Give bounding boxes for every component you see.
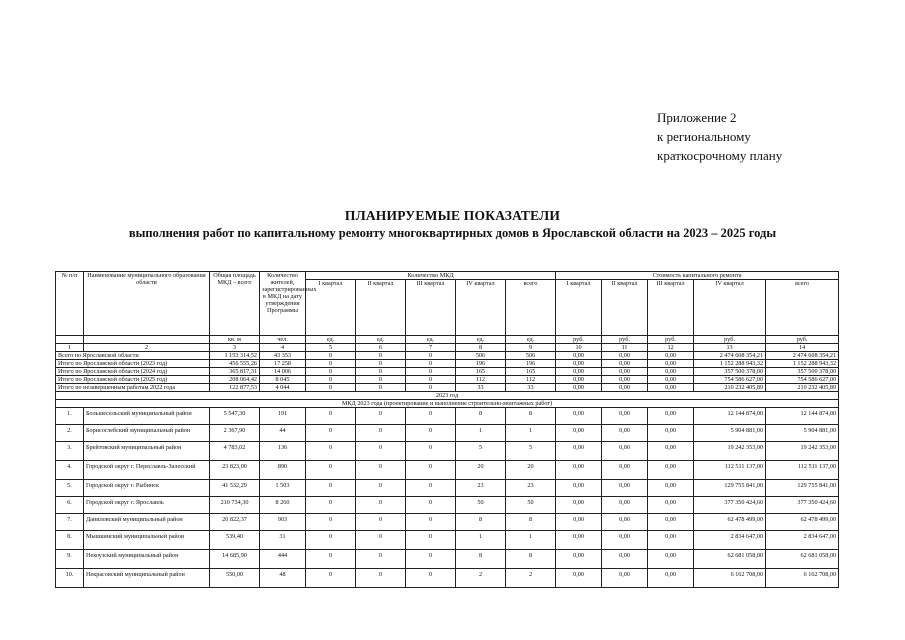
units-cell: ед. [456, 336, 506, 344]
units-cell-empty-1 [56, 336, 84, 344]
section-year: 2023 год [56, 392, 839, 400]
summary-cell: 0,00 [602, 376, 648, 384]
summary-cell: 0,00 [648, 352, 694, 360]
row-cell: 0 [406, 461, 456, 480]
row-cell: 0 [306, 497, 356, 514]
summary-cell: 0 [306, 352, 356, 360]
summary-cell: 0 [356, 368, 406, 376]
row-cell: 50 [506, 497, 556, 514]
summary-cell: 0,00 [556, 360, 602, 368]
row-cell: 0 [406, 514, 456, 531]
row-cell: 0 [356, 425, 406, 442]
summary-cell: 112 [456, 376, 506, 384]
row-cell: 8 [456, 550, 506, 569]
summary-cell: 1 153 314,52 [210, 352, 260, 360]
col-number: 10 [556, 344, 602, 352]
summary-cell: 506 [456, 352, 506, 360]
col-number: 7 [406, 344, 456, 352]
row-cell: 0 [306, 514, 356, 531]
municipality-name: Борисоглебский муниципальный район [84, 425, 210, 442]
table-row [56, 461, 839, 480]
summary-cell: 43 353 [260, 352, 306, 360]
units-cell: руб. [694, 336, 766, 344]
row-cell: 14 685,90 [210, 550, 260, 569]
summary-cell: 754 586 627,00 [766, 376, 839, 384]
municipality-name: Большесельский муниципальный район [84, 408, 210, 425]
col-number: 13 [694, 344, 766, 352]
summary-cell: 165 [456, 368, 506, 376]
header-count-total: всего [506, 280, 556, 336]
row-cell: 377 350 424,60 [694, 497, 766, 514]
summary-cell: 0 [406, 352, 456, 360]
row-cell: 1 [506, 531, 556, 550]
summary-cell: 754 586 627,00 [694, 376, 766, 384]
summary-cell: 0 [306, 384, 356, 392]
header-area: Общая площадь МКД – всего [210, 272, 260, 336]
row-cell: 0 [356, 531, 406, 550]
units-cell: руб. [602, 336, 648, 344]
row-cell: 0,00 [602, 569, 648, 588]
col-number: 1 [56, 344, 84, 352]
row-cell: 1 [456, 425, 506, 442]
summary-cell: 0 [406, 360, 456, 368]
summary-cell: 196 [506, 360, 556, 368]
col-number: 5 [306, 344, 356, 352]
summary-label: Итого по Ярославской области (2023 год) [56, 360, 210, 368]
row-cell: 0,00 [602, 514, 648, 531]
table-row [56, 514, 839, 531]
row-cell: 44 [260, 425, 306, 442]
row-cell: 2 834 647,00 [694, 531, 766, 550]
row-cell: 0,00 [648, 480, 694, 497]
row-cell: 0 [406, 425, 456, 442]
row-cell: 0,00 [602, 497, 648, 514]
row-cell: 0,00 [602, 425, 648, 442]
row-cell: 2 367,90 [210, 425, 260, 442]
row-number: 3. [56, 442, 84, 461]
units-cell: чел. [260, 336, 306, 344]
summary-row [56, 360, 839, 368]
row-cell: 5 904 881,00 [766, 425, 839, 442]
row-cell: 8 260 [260, 497, 306, 514]
row-cell: 0,00 [556, 425, 602, 442]
row-cell: 0 [306, 550, 356, 569]
row-cell: 0,00 [648, 569, 694, 588]
row-cell: 0 [406, 497, 456, 514]
row-cell: 48 [260, 569, 306, 588]
row-cell: 0,00 [602, 480, 648, 497]
summary-cell: 33 [456, 384, 506, 392]
row-cell: 0,00 [648, 425, 694, 442]
table-row [56, 497, 839, 514]
header-name: Наименование муниципального образования области [84, 272, 210, 336]
row-cell: 6 162 708,00 [694, 569, 766, 588]
summary-cell: 0 [306, 376, 356, 384]
summary-cell: 0,00 [648, 376, 694, 384]
page-subtitle: выполнения работ по капитальному ремонту многоквартирных домов в Ярославской области на 2023 – 2025 годы [128, 226, 777, 240]
summary-cell: 112 [506, 376, 556, 384]
summary-cell: 0,00 [556, 384, 602, 392]
section-year-row [56, 392, 839, 400]
row-cell: 1 503 [260, 480, 306, 497]
summary-cell: 0 [356, 360, 406, 368]
summary-cell: 0 [306, 360, 356, 368]
row-cell: 0 [356, 408, 406, 425]
summary-cell: 0 [356, 384, 406, 392]
row-cell: 19 242 353,00 [766, 442, 839, 461]
header-count-q4: IV квартал [456, 280, 506, 336]
row-cell: 890 [260, 461, 306, 480]
row-cell: 0,00 [648, 531, 694, 550]
row-cell: 0,00 [602, 550, 648, 569]
row-number: 7. [56, 514, 84, 531]
summary-cell: 357 500 378,00 [694, 368, 766, 376]
summary-cell: 0,00 [556, 368, 602, 376]
row-cell: 23 [456, 480, 506, 497]
row-cell: 0 [306, 442, 356, 461]
row-cell: 0 [406, 408, 456, 425]
row-cell: 0,00 [648, 442, 694, 461]
summary-cell: 0 [356, 352, 406, 360]
row-cell: 62 478 499,00 [766, 514, 839, 531]
section-subtitle-row [56, 400, 839, 408]
units-cell: руб. [766, 336, 839, 344]
row-cell: 8 [506, 408, 556, 425]
summary-row [56, 368, 839, 376]
row-cell: 20 822,37 [210, 514, 260, 531]
row-cell: 0 [306, 531, 356, 550]
summary-cell: 0,00 [648, 360, 694, 368]
col-number: 8 [456, 344, 506, 352]
row-cell: 31 [260, 531, 306, 550]
col-number: 11 [602, 344, 648, 352]
summary-label: Всего по Ярославской области [56, 352, 210, 360]
row-cell: 0 [306, 461, 356, 480]
row-cell: 20 [456, 461, 506, 480]
row-cell: 0 [406, 550, 456, 569]
row-number: 8. [56, 531, 84, 550]
col-number: 6 [356, 344, 406, 352]
row-cell: 41 532,29 [210, 480, 260, 497]
units-row [56, 336, 839, 344]
row-cell: 0,00 [556, 497, 602, 514]
summary-cell: 0,00 [602, 360, 648, 368]
appendix-line-3: краткосрочному плану [657, 148, 783, 163]
row-cell: 191 [260, 408, 306, 425]
row-cell: 0,00 [556, 550, 602, 569]
appendix-line-1: Приложение 2 [657, 110, 737, 125]
units-cell: ед. [356, 336, 406, 344]
row-cell: 6 162 708,00 [766, 569, 839, 588]
header-count-q3: III квартал [406, 280, 456, 336]
row-cell: 8 [506, 514, 556, 531]
row-cell: 4 783,02 [210, 442, 260, 461]
table-row [56, 425, 839, 442]
row-cell: 0 [356, 497, 406, 514]
summary-label: Итого по Ярославской области (2024 год) [56, 368, 210, 376]
row-cell: 0 [406, 531, 456, 550]
row-cell: 0,00 [602, 442, 648, 461]
summary-cell: 2 474 608 354,21 [694, 352, 766, 360]
table-row [56, 569, 839, 588]
summary-cell: 2 474 608 354,21 [766, 352, 839, 360]
row-cell: 0 [356, 442, 406, 461]
summary-cell: 0 [406, 384, 456, 392]
municipality-name: Даниловский муниципальный район [84, 514, 210, 531]
row-cell: 50 [456, 497, 506, 514]
row-cell: 136 [260, 442, 306, 461]
appendix-note [657, 108, 782, 165]
table-row [56, 550, 839, 569]
municipality-name: Городской округ г. Переславль-Залесский [84, 461, 210, 480]
municipality-name: Некоузский муниципальный район [84, 550, 210, 569]
row-cell: 0,00 [556, 514, 602, 531]
row-cell: 0,00 [648, 497, 694, 514]
row-cell: 0 [406, 480, 456, 497]
row-cell: 0 [356, 550, 406, 569]
summary-cell: 14 006 [260, 368, 306, 376]
row-cell: 0 [306, 425, 356, 442]
row-cell: 5 [506, 442, 556, 461]
row-cell: 8 [456, 514, 506, 531]
summary-cell: 122 877,53 [210, 384, 260, 392]
row-cell: 0 [406, 569, 456, 588]
row-cell: 0,00 [602, 408, 648, 425]
municipality-name: Мышкинский муниципальный район [84, 531, 210, 550]
appendix-line-2: к региональному [657, 129, 751, 144]
row-cell: 1 [506, 425, 556, 442]
row-cell: 19 242 353,00 [694, 442, 766, 461]
header-count-q2: II квартал [356, 280, 406, 336]
summary-cell: 4 044 [260, 384, 306, 392]
col-number: 3 [210, 344, 260, 352]
units-cell: ед. [406, 336, 456, 344]
row-cell: 0 [306, 569, 356, 588]
units-cell: кв. м [210, 336, 260, 344]
row-cell: 62 478 499,00 [694, 514, 766, 531]
row-number: 1. [56, 408, 84, 425]
summary-cell: 357 500 378,00 [766, 368, 839, 376]
summary-cell: 0,00 [556, 376, 602, 384]
row-cell: 903 [260, 514, 306, 531]
row-cell: 0,00 [556, 442, 602, 461]
row-cell: 112 511 137,00 [694, 461, 766, 480]
units-cell: руб. [648, 336, 694, 344]
summary-cell: 208 064,42 [210, 376, 260, 384]
header-count-q1: I квартал [306, 280, 356, 336]
header-cost-q3: III квартал [648, 280, 694, 336]
row-cell: 210 734,30 [210, 497, 260, 514]
row-cell: 0 [356, 480, 406, 497]
summary-label: Итого по незавершенным работам 2022 года [56, 384, 210, 392]
row-number: 10. [56, 569, 84, 588]
table-row [56, 531, 839, 550]
summary-cell: 0,00 [602, 368, 648, 376]
page-title: ПЛАНИРУЕМЫЕ ПОКАЗАТЕЛИ [344, 208, 561, 223]
units-cell-empty-2 [84, 336, 210, 344]
header-row-groups [56, 272, 839, 280]
row-cell: 0,00 [648, 550, 694, 569]
summary-cell: 0 [406, 368, 456, 376]
row-cell: 2 [506, 569, 556, 588]
col-number: 2 [84, 344, 210, 352]
row-number: 9. [56, 550, 84, 569]
row-cell: 62 681 058,00 [694, 550, 766, 569]
summary-cell: 0 [406, 376, 456, 384]
summary-cell: 0,00 [602, 384, 648, 392]
row-cell: 129 755 841,00 [694, 480, 766, 497]
summary-cell: 0 [306, 368, 356, 376]
section-subtitle: МКД 2023 года (проектирование и выполнение строительно-монтажных работ) [56, 400, 839, 408]
row-cell: 12 144 874,00 [694, 408, 766, 425]
summary-cell: 210 232 405,89 [694, 384, 766, 392]
header-num: № п/п [56, 272, 84, 336]
row-cell: 23 823,00 [210, 461, 260, 480]
summary-cell: 33 [506, 384, 556, 392]
header-cost-q4: IV квартал [694, 280, 766, 336]
row-cell: 0 [356, 514, 406, 531]
row-cell: 5 904 881,00 [694, 425, 766, 442]
row-cell: 0 [356, 569, 406, 588]
summary-row [56, 384, 839, 392]
header-cost-q1: I квартал [556, 280, 602, 336]
row-cell: 112 511 137,00 [766, 461, 839, 480]
row-cell: 0,00 [602, 461, 648, 480]
summary-cell: 506 [506, 352, 556, 360]
table-row [56, 480, 839, 497]
summary-row [56, 352, 839, 360]
summary-cell: 0,00 [602, 352, 648, 360]
row-cell: 0,00 [556, 531, 602, 550]
summary-cell: 210 232 405,89 [766, 384, 839, 392]
summary-cell: 1 152 288 943,32 [694, 360, 766, 368]
row-cell: 0,00 [648, 461, 694, 480]
row-cell: 444 [260, 550, 306, 569]
row-cell: 8 [506, 550, 556, 569]
row-cell: 2 834 647,00 [766, 531, 839, 550]
row-cell: 20 [506, 461, 556, 480]
row-cell: 0 [356, 461, 406, 480]
summary-cell: 17 258 [260, 360, 306, 368]
row-number: 6. [56, 497, 84, 514]
row-cell: 550,00 [210, 569, 260, 588]
units-cell: руб. [556, 336, 602, 344]
row-cell: 0,00 [648, 514, 694, 531]
summary-cell: 0,00 [648, 368, 694, 376]
header-count-group: Количество МКД [306, 272, 556, 280]
row-cell: 0 [406, 442, 456, 461]
row-cell: 377 350 424,60 [766, 497, 839, 514]
row-cell: 0,00 [602, 531, 648, 550]
summary-cell: 0,00 [648, 384, 694, 392]
summary-cell: 196 [456, 360, 506, 368]
summary-cell: 0 [356, 376, 406, 384]
row-cell: 0 [306, 408, 356, 425]
col-number: 14 [766, 344, 839, 352]
summary-cell: 0,00 [556, 352, 602, 360]
row-cell: 0,00 [556, 569, 602, 588]
units-cell: ед. [506, 336, 556, 344]
header-residents: Количество жителей, зарегистрированных в МКД на дату утверждения Программы [260, 272, 306, 336]
header-cost-q2: II квартал [602, 280, 648, 336]
municipality-name: Брейтовский муниципальный район [84, 442, 210, 461]
row-cell: 0,00 [648, 408, 694, 425]
row-cell: 129 755 841,00 [766, 480, 839, 497]
header-cost-total: всего [766, 280, 839, 336]
row-cell: 5 547,30 [210, 408, 260, 425]
indicators-table [55, 271, 839, 588]
summary-label: Итого по Ярославской области (2025 год) [56, 376, 210, 384]
col-number: 12 [648, 344, 694, 352]
row-number: 5. [56, 480, 84, 497]
row-cell: 1 [456, 531, 506, 550]
row-cell: 539,40 [210, 531, 260, 550]
row-cell: 0,00 [556, 461, 602, 480]
row-cell: 12 144 874,00 [766, 408, 839, 425]
row-cell: 2 [456, 569, 506, 588]
summary-cell: 365 817,31 [210, 368, 260, 376]
row-cell: 23 [506, 480, 556, 497]
row-cell: 5 [456, 442, 506, 461]
row-cell: 8 [456, 408, 506, 425]
summary-cell: 456 555,26 [210, 360, 260, 368]
row-cell: 0 [306, 480, 356, 497]
municipality-name: Городской округ г. Ярославль [84, 497, 210, 514]
municipality-name: Городской округ г. Рыбинск [84, 480, 210, 497]
summary-cell: 165 [506, 368, 556, 376]
header-cost-group: Стоимость капитального ремонта [556, 272, 839, 280]
row-number: 2. [56, 425, 84, 442]
col-number: 9 [506, 344, 556, 352]
col-number: 4 [260, 344, 306, 352]
row-cell: 62 681 058,00 [766, 550, 839, 569]
summary-cell: 1 152 288 943,32 [766, 360, 839, 368]
summary-row [56, 376, 839, 384]
table-row [56, 408, 839, 425]
municipality-name: Некрасовский муниципальный район [84, 569, 210, 588]
units-cell: ед. [306, 336, 356, 344]
column-numbers-row [56, 344, 839, 352]
row-cell: 0,00 [556, 480, 602, 497]
table-row [56, 442, 839, 461]
row-number: 4. [56, 461, 84, 480]
summary-cell: 8 045 [260, 376, 306, 384]
row-cell: 0,00 [556, 408, 602, 425]
